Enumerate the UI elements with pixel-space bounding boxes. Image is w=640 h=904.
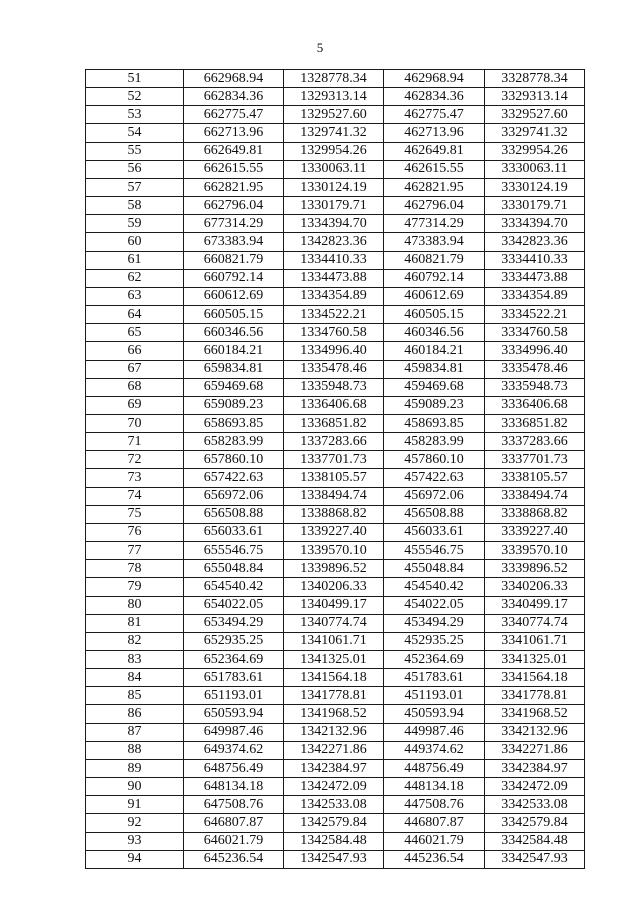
- y-local-coordinate-cell: 3341564.18: [485, 669, 585, 687]
- y-coordinate-cell: 1339227.40: [284, 523, 384, 541]
- x-coordinate-cell: 656972.06: [184, 487, 284, 505]
- x-local-coordinate-cell: 460505.15: [384, 306, 485, 324]
- x-local-coordinate-cell: 456508.88: [384, 505, 485, 523]
- point-number-cell: 86: [86, 705, 184, 723]
- y-local-coordinate-cell: 3334354.89: [485, 287, 585, 305]
- x-local-coordinate-cell: 460792.14: [384, 269, 485, 287]
- point-number-cell: 51: [86, 70, 184, 88]
- x-local-coordinate-cell: 452364.69: [384, 651, 485, 669]
- y-local-coordinate-cell: 3342533.08: [485, 796, 585, 814]
- y-coordinate-cell: 1340206.33: [284, 578, 384, 596]
- x-local-coordinate-cell: 448756.49: [384, 759, 485, 777]
- point-number-cell: 85: [86, 687, 184, 705]
- y-coordinate-cell: 1341778.81: [284, 687, 384, 705]
- y-local-coordinate-cell: 3328778.34: [485, 70, 585, 88]
- x-local-coordinate-cell: 455048.84: [384, 560, 485, 578]
- y-coordinate-cell: 1334394.70: [284, 215, 384, 233]
- y-coordinate-cell: 1339896.52: [284, 560, 384, 578]
- y-coordinate-cell: 1334410.33: [284, 251, 384, 269]
- y-coordinate-cell: 1342533.08: [284, 796, 384, 814]
- y-local-coordinate-cell: 3334394.70: [485, 215, 585, 233]
- x-coordinate-cell: 652364.69: [184, 651, 284, 669]
- y-coordinate-cell: 1342271.86: [284, 741, 384, 759]
- y-coordinate-cell: 1342579.84: [284, 814, 384, 832]
- x-coordinate-cell: 650593.94: [184, 705, 284, 723]
- point-number-cell: 88: [86, 741, 184, 759]
- y-coordinate-cell: 1330124.19: [284, 178, 384, 196]
- point-number-cell: 55: [86, 142, 184, 160]
- x-coordinate-cell: 648756.49: [184, 759, 284, 777]
- x-coordinate-cell: 654022.05: [184, 596, 284, 614]
- x-coordinate-cell: 655048.84: [184, 560, 284, 578]
- table-row: [86, 578, 585, 596]
- y-local-coordinate-cell: 3329954.26: [485, 142, 585, 160]
- x-local-coordinate-cell: 445236.54: [384, 850, 485, 868]
- y-coordinate-cell: 1334996.40: [284, 342, 384, 360]
- x-local-coordinate-cell: 462834.36: [384, 88, 485, 106]
- table-row: [86, 106, 585, 124]
- x-local-coordinate-cell: 460346.56: [384, 324, 485, 342]
- x-local-coordinate-cell: 460612.69: [384, 287, 485, 305]
- y-local-coordinate-cell: 3338105.57: [485, 469, 585, 487]
- point-number-cell: 87: [86, 723, 184, 741]
- x-local-coordinate-cell: 451783.61: [384, 669, 485, 687]
- x-local-coordinate-cell: 460184.21: [384, 342, 485, 360]
- point-number-cell: 53: [86, 106, 184, 124]
- table-row: [86, 778, 585, 796]
- point-number-cell: 94: [86, 850, 184, 868]
- table-row: [86, 741, 585, 759]
- y-coordinate-cell: 1341564.18: [284, 669, 384, 687]
- coordinates-table: [85, 69, 585, 869]
- y-coordinate-cell: 1342384.97: [284, 759, 384, 777]
- table-row: [86, 70, 585, 88]
- x-coordinate-cell: 645236.54: [184, 850, 284, 868]
- point-number-cell: 78: [86, 560, 184, 578]
- x-local-coordinate-cell: 451193.01: [384, 687, 485, 705]
- point-number-cell: 67: [86, 360, 184, 378]
- x-coordinate-cell: 654540.42: [184, 578, 284, 596]
- y-coordinate-cell: 1338868.82: [284, 505, 384, 523]
- y-coordinate-cell: 1335478.46: [284, 360, 384, 378]
- y-coordinate-cell: 1329313.14: [284, 88, 384, 106]
- x-local-coordinate-cell: 462775.47: [384, 106, 485, 124]
- table-row: [86, 178, 585, 196]
- table-row: [86, 197, 585, 215]
- x-coordinate-cell: 677314.29: [184, 215, 284, 233]
- x-coordinate-cell: 647508.76: [184, 796, 284, 814]
- x-local-coordinate-cell: 447508.76: [384, 796, 485, 814]
- x-coordinate-cell: 662713.96: [184, 124, 284, 142]
- point-number-cell: 72: [86, 451, 184, 469]
- y-coordinate-cell: 1338494.74: [284, 487, 384, 505]
- table-row: [86, 306, 585, 324]
- x-local-coordinate-cell: 446807.87: [384, 814, 485, 832]
- point-number-cell: 61: [86, 251, 184, 269]
- x-local-coordinate-cell: 454022.05: [384, 596, 485, 614]
- y-coordinate-cell: 1341061.71: [284, 632, 384, 650]
- point-number-cell: 79: [86, 578, 184, 596]
- x-coordinate-cell: 660612.69: [184, 287, 284, 305]
- x-coordinate-cell: 651193.01: [184, 687, 284, 705]
- table-row: [86, 378, 585, 396]
- x-coordinate-cell: 660505.15: [184, 306, 284, 324]
- x-coordinate-cell: 673383.94: [184, 233, 284, 251]
- table-row: [86, 651, 585, 669]
- x-coordinate-cell: 660184.21: [184, 342, 284, 360]
- x-local-coordinate-cell: 459834.81: [384, 360, 485, 378]
- y-coordinate-cell: 1330179.71: [284, 197, 384, 215]
- y-coordinate-cell: 1342823.36: [284, 233, 384, 251]
- x-local-coordinate-cell: 462713.96: [384, 124, 485, 142]
- x-coordinate-cell: 659089.23: [184, 396, 284, 414]
- y-local-coordinate-cell: 3329313.14: [485, 88, 585, 106]
- y-local-coordinate-cell: 3330124.19: [485, 178, 585, 196]
- table-row: [86, 560, 585, 578]
- table-row: [86, 632, 585, 650]
- point-number-cell: 63: [86, 287, 184, 305]
- point-number-cell: 93: [86, 832, 184, 850]
- x-coordinate-cell: 659469.68: [184, 378, 284, 396]
- x-coordinate-cell: 660792.14: [184, 269, 284, 287]
- table-row: [86, 687, 585, 705]
- x-coordinate-cell: 651783.61: [184, 669, 284, 687]
- y-local-coordinate-cell: 3329527.60: [485, 106, 585, 124]
- table-row: [86, 596, 585, 614]
- x-coordinate-cell: 646807.87: [184, 814, 284, 832]
- table-row: [86, 542, 585, 560]
- y-coordinate-cell: 1334354.89: [284, 287, 384, 305]
- x-coordinate-cell: 662796.04: [184, 197, 284, 215]
- y-coordinate-cell: 1334522.21: [284, 306, 384, 324]
- coordinates-table-body: [86, 70, 585, 869]
- y-coordinate-cell: 1329527.60: [284, 106, 384, 124]
- point-number-cell: 92: [86, 814, 184, 832]
- y-local-coordinate-cell: 3334522.21: [485, 306, 585, 324]
- y-coordinate-cell: 1334473.88: [284, 269, 384, 287]
- table-row: [86, 850, 585, 868]
- y-coordinate-cell: 1337701.73: [284, 451, 384, 469]
- y-coordinate-cell: 1342584.48: [284, 832, 384, 850]
- x-local-coordinate-cell: 450593.94: [384, 705, 485, 723]
- y-coordinate-cell: 1329741.32: [284, 124, 384, 142]
- point-number-cell: 52: [86, 88, 184, 106]
- point-number-cell: 77: [86, 542, 184, 560]
- x-local-coordinate-cell: 446021.79: [384, 832, 485, 850]
- point-number-cell: 91: [86, 796, 184, 814]
- point-number-cell: 75: [86, 505, 184, 523]
- y-local-coordinate-cell: 3341325.01: [485, 651, 585, 669]
- y-coordinate-cell: 1340774.74: [284, 614, 384, 632]
- x-coordinate-cell: 656033.61: [184, 523, 284, 541]
- y-local-coordinate-cell: 3330063.11: [485, 160, 585, 178]
- point-number-cell: 83: [86, 651, 184, 669]
- x-local-coordinate-cell: 462615.55: [384, 160, 485, 178]
- x-local-coordinate-cell: 453494.29: [384, 614, 485, 632]
- y-coordinate-cell: 1342472.09: [284, 778, 384, 796]
- x-local-coordinate-cell: 449987.46: [384, 723, 485, 741]
- y-local-coordinate-cell: 3339570.10: [485, 542, 585, 560]
- x-coordinate-cell: 659834.81: [184, 360, 284, 378]
- x-coordinate-cell: 652935.25: [184, 632, 284, 650]
- point-number-cell: 73: [86, 469, 184, 487]
- point-number-cell: 58: [86, 197, 184, 215]
- y-local-coordinate-cell: 3342823.36: [485, 233, 585, 251]
- y-local-coordinate-cell: 3342579.84: [485, 814, 585, 832]
- table-row: [86, 469, 585, 487]
- y-coordinate-cell: 1336406.68: [284, 396, 384, 414]
- y-coordinate-cell: 1339570.10: [284, 542, 384, 560]
- x-coordinate-cell: 658693.85: [184, 414, 284, 432]
- table-row: [86, 233, 585, 251]
- y-local-coordinate-cell: 3341061.71: [485, 632, 585, 650]
- x-coordinate-cell: 662615.55: [184, 160, 284, 178]
- y-local-coordinate-cell: 3338868.82: [485, 505, 585, 523]
- y-local-coordinate-cell: 3330179.71: [485, 197, 585, 215]
- table-row: [86, 451, 585, 469]
- table-row: [86, 160, 585, 178]
- x-coordinate-cell: 656508.88: [184, 505, 284, 523]
- table-row: [86, 396, 585, 414]
- point-number-cell: 62: [86, 269, 184, 287]
- table-row: [86, 142, 585, 160]
- y-coordinate-cell: 1328778.34: [284, 70, 384, 88]
- y-local-coordinate-cell: 3336406.68: [485, 396, 585, 414]
- x-local-coordinate-cell: 457860.10: [384, 451, 485, 469]
- x-coordinate-cell: 660821.79: [184, 251, 284, 269]
- table-row: [86, 723, 585, 741]
- x-coordinate-cell: 657860.10: [184, 451, 284, 469]
- point-number-cell: 69: [86, 396, 184, 414]
- table-row: [86, 269, 585, 287]
- point-number-cell: 59: [86, 215, 184, 233]
- y-local-coordinate-cell: 3336851.82: [485, 414, 585, 432]
- point-number-cell: 60: [86, 233, 184, 251]
- x-local-coordinate-cell: 462649.81: [384, 142, 485, 160]
- y-coordinate-cell: 1342132.96: [284, 723, 384, 741]
- table-row: [86, 342, 585, 360]
- y-coordinate-cell: 1329954.26: [284, 142, 384, 160]
- x-coordinate-cell: 655546.75: [184, 542, 284, 560]
- point-number-cell: 81: [86, 614, 184, 632]
- x-local-coordinate-cell: 462821.95: [384, 178, 485, 196]
- y-local-coordinate-cell: 3342271.86: [485, 741, 585, 759]
- y-local-coordinate-cell: 3334410.33: [485, 251, 585, 269]
- table-row: [86, 88, 585, 106]
- point-number-cell: 89: [86, 759, 184, 777]
- point-number-cell: 57: [86, 178, 184, 196]
- y-local-coordinate-cell: 3337701.73: [485, 451, 585, 469]
- x-local-coordinate-cell: 462968.94: [384, 70, 485, 88]
- y-local-coordinate-cell: 3337283.66: [485, 433, 585, 451]
- y-coordinate-cell: 1336851.82: [284, 414, 384, 432]
- table-row: [86, 287, 585, 305]
- y-coordinate-cell: 1341325.01: [284, 651, 384, 669]
- y-local-coordinate-cell: 3334760.58: [485, 324, 585, 342]
- page-number: 5: [316, 40, 324, 55]
- x-local-coordinate-cell: 456033.61: [384, 523, 485, 541]
- point-number-cell: 90: [86, 778, 184, 796]
- table-row: [86, 433, 585, 451]
- x-local-coordinate-cell: 452935.25: [384, 632, 485, 650]
- x-local-coordinate-cell: 460821.79: [384, 251, 485, 269]
- table-row: [86, 251, 585, 269]
- x-coordinate-cell: 662821.95: [184, 178, 284, 196]
- x-local-coordinate-cell: 449374.62: [384, 741, 485, 759]
- point-number-cell: 66: [86, 342, 184, 360]
- y-local-coordinate-cell: 3341778.81: [485, 687, 585, 705]
- y-local-coordinate-cell: 3342547.93: [485, 850, 585, 868]
- y-coordinate-cell: 1330063.11: [284, 160, 384, 178]
- y-local-coordinate-cell: 3341968.52: [485, 705, 585, 723]
- y-local-coordinate-cell: 3342132.96: [485, 723, 585, 741]
- x-local-coordinate-cell: 473383.94: [384, 233, 485, 251]
- point-number-cell: 76: [86, 523, 184, 541]
- point-number-cell: 70: [86, 414, 184, 432]
- y-coordinate-cell: 1335948.73: [284, 378, 384, 396]
- y-local-coordinate-cell: 3340206.33: [485, 578, 585, 596]
- y-local-coordinate-cell: 3342584.48: [485, 832, 585, 850]
- table-row: [86, 523, 585, 541]
- x-coordinate-cell: 649987.46: [184, 723, 284, 741]
- point-number-cell: 71: [86, 433, 184, 451]
- point-number-cell: 64: [86, 306, 184, 324]
- table-row: [86, 614, 585, 632]
- table-row: [86, 324, 585, 342]
- x-local-coordinate-cell: 448134.18: [384, 778, 485, 796]
- point-number-cell: 84: [86, 669, 184, 687]
- x-local-coordinate-cell: 477314.29: [384, 215, 485, 233]
- table-row: [86, 487, 585, 505]
- y-coordinate-cell: 1337283.66: [284, 433, 384, 451]
- x-coordinate-cell: 662834.36: [184, 88, 284, 106]
- x-coordinate-cell: 662649.81: [184, 142, 284, 160]
- y-local-coordinate-cell: 3342384.97: [485, 759, 585, 777]
- x-local-coordinate-cell: 454540.42: [384, 578, 485, 596]
- point-number-cell: 56: [86, 160, 184, 178]
- table-row: [86, 124, 585, 142]
- x-coordinate-cell: 646021.79: [184, 832, 284, 850]
- point-number-cell: 80: [86, 596, 184, 614]
- x-coordinate-cell: 657422.63: [184, 469, 284, 487]
- x-local-coordinate-cell: 459089.23: [384, 396, 485, 414]
- table-row: [86, 669, 585, 687]
- y-local-coordinate-cell: 3334996.40: [485, 342, 585, 360]
- y-coordinate-cell: 1338105.57: [284, 469, 384, 487]
- y-local-coordinate-cell: 3338494.74: [485, 487, 585, 505]
- x-coordinate-cell: 662968.94: [184, 70, 284, 88]
- y-local-coordinate-cell: 3329741.32: [485, 124, 585, 142]
- y-coordinate-cell: 1342547.93: [284, 850, 384, 868]
- x-coordinate-cell: 658283.99: [184, 433, 284, 451]
- point-number-cell: 68: [86, 378, 184, 396]
- y-local-coordinate-cell: 3335948.73: [485, 378, 585, 396]
- table-row: [86, 832, 585, 850]
- table-row: [86, 796, 585, 814]
- x-local-coordinate-cell: 458283.99: [384, 433, 485, 451]
- point-number-cell: 74: [86, 487, 184, 505]
- x-local-coordinate-cell: 462796.04: [384, 197, 485, 215]
- x-coordinate-cell: 660346.56: [184, 324, 284, 342]
- table-row: [86, 414, 585, 432]
- x-coordinate-cell: 653494.29: [184, 614, 284, 632]
- y-local-coordinate-cell: 3339896.52: [485, 560, 585, 578]
- point-number-cell: 54: [86, 124, 184, 142]
- x-local-coordinate-cell: 457422.63: [384, 469, 485, 487]
- table-row: [86, 814, 585, 832]
- y-coordinate-cell: 1340499.17: [284, 596, 384, 614]
- y-coordinate-cell: 1334760.58: [284, 324, 384, 342]
- table-row: [86, 505, 585, 523]
- x-local-coordinate-cell: 455546.75: [384, 542, 485, 560]
- table-row: [86, 759, 585, 777]
- table-row: [86, 215, 585, 233]
- x-local-coordinate-cell: 458693.85: [384, 414, 485, 432]
- x-coordinate-cell: 649374.62: [184, 741, 284, 759]
- y-local-coordinate-cell: 3340499.17: [485, 596, 585, 614]
- table-row: [86, 705, 585, 723]
- x-local-coordinate-cell: 456972.06: [384, 487, 485, 505]
- y-local-coordinate-cell: 3340774.74: [485, 614, 585, 632]
- x-coordinate-cell: 662775.47: [184, 106, 284, 124]
- y-local-coordinate-cell: 3339227.40: [485, 523, 585, 541]
- table-row: [86, 360, 585, 378]
- x-coordinate-cell: 648134.18: [184, 778, 284, 796]
- y-coordinate-cell: 1341968.52: [284, 705, 384, 723]
- y-local-coordinate-cell: 3334473.88: [485, 269, 585, 287]
- point-number-cell: 65: [86, 324, 184, 342]
- x-local-coordinate-cell: 459469.68: [384, 378, 485, 396]
- y-local-coordinate-cell: 3342472.09: [485, 778, 585, 796]
- y-local-coordinate-cell: 3335478.46: [485, 360, 585, 378]
- point-number-cell: 82: [86, 632, 184, 650]
